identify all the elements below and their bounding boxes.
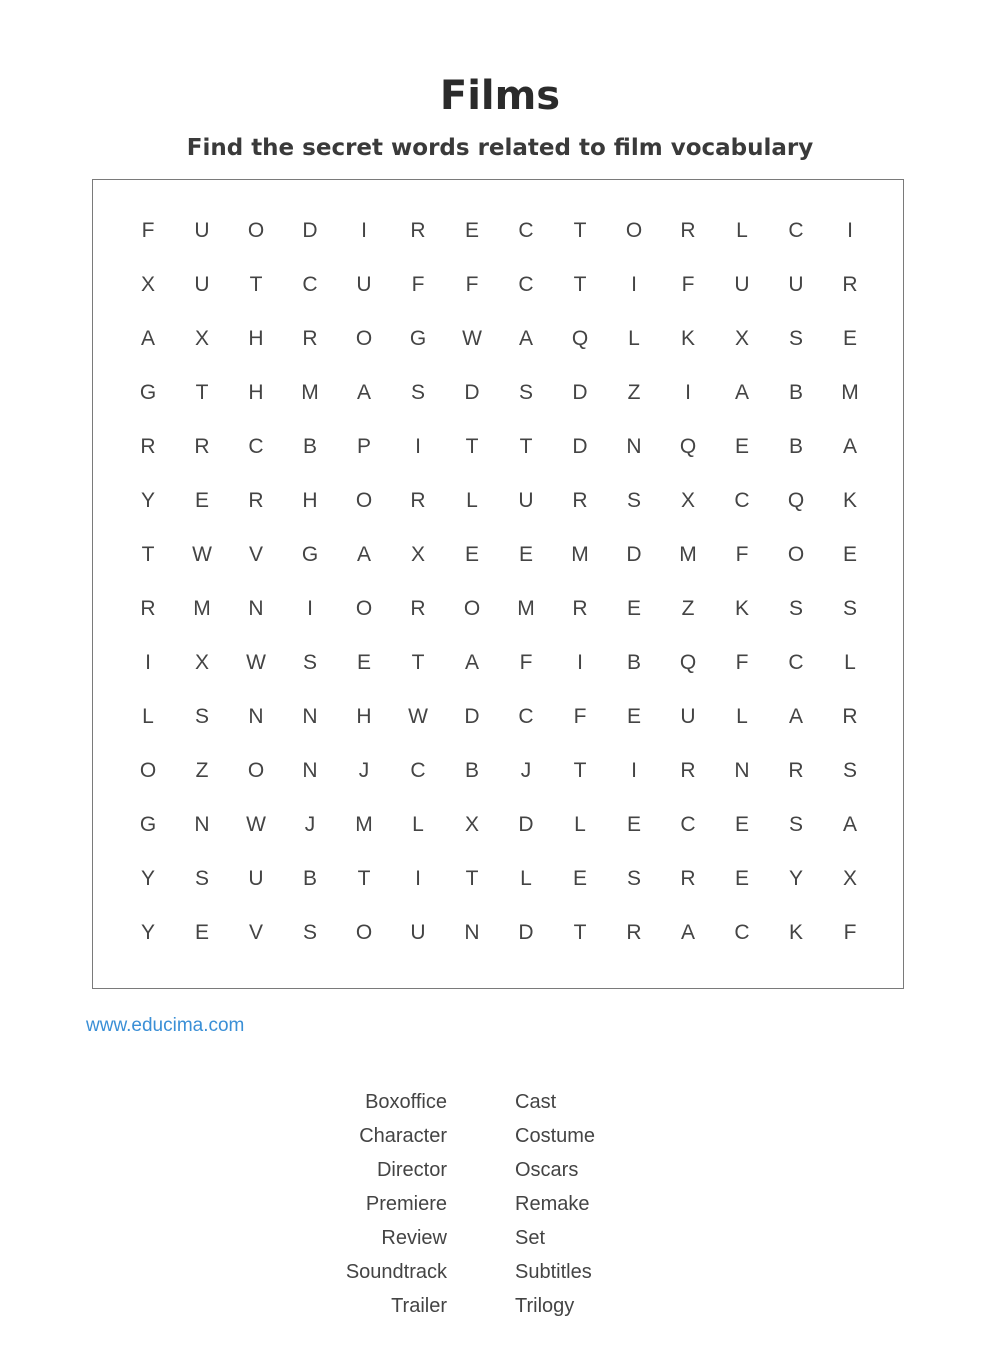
grid-letter[interactable]: S (842, 597, 857, 620)
grid-letter[interactable]: E (842, 327, 857, 350)
grid-letter[interactable]: E (734, 813, 749, 836)
letter-grid (121, 204, 877, 960)
grid-letter[interactable]: G (139, 381, 157, 404)
grid-letter[interactable]: O (139, 759, 157, 782)
grid-letter[interactable]: T (465, 867, 479, 890)
grid-letter[interactable]: I (145, 651, 151, 674)
grid-letter[interactable]: G (409, 327, 427, 350)
grid-letter[interactable]: I (631, 273, 637, 296)
grid-letter[interactable]: T (465, 435, 479, 458)
grid-letter[interactable]: N (248, 597, 264, 620)
grid-letter[interactable]: D (572, 381, 588, 404)
grid-letter[interactable]: B (788, 381, 803, 404)
grid-letter[interactable]: S (626, 867, 641, 890)
grid-letter[interactable]: E (626, 597, 641, 620)
grid-letter[interactable]: F (573, 705, 587, 728)
word-list-right-column (515, 1085, 700, 1323)
grid-letter[interactable]: J (520, 759, 532, 782)
word-list-item: Premiere (365, 1193, 447, 1215)
word-list-left-column (300, 1085, 447, 1323)
grid-letter[interactable]: I (685, 381, 691, 404)
grid-letter[interactable]: T (195, 381, 209, 404)
grid-letter[interactable]: R (410, 489, 426, 512)
grid-letter[interactable]: J (304, 813, 316, 836)
grid-letter[interactable]: Y (140, 867, 155, 890)
word-list-item: Boxoffice (365, 1091, 447, 1113)
grid-letter[interactable]: O (463, 597, 481, 620)
grid-letter[interactable]: I (415, 435, 421, 458)
word-list-item: Cast (515, 1091, 557, 1113)
grid-letter[interactable]: L (736, 219, 748, 242)
grid-letter[interactable]: U (518, 489, 534, 512)
grid-letter[interactable]: B (302, 867, 317, 890)
grid-letter[interactable]: Z (627, 381, 641, 404)
grid-letter[interactable]: D (518, 921, 534, 944)
grid-letter[interactable]: Z (681, 597, 695, 620)
grid-letter[interactable]: E (194, 921, 209, 944)
grid-letter[interactable]: N (734, 759, 750, 782)
grid-letter[interactable]: S (194, 867, 209, 890)
grid-letter[interactable]: P (356, 435, 371, 458)
grid-letter[interactable]: R (572, 489, 588, 512)
grid-letter[interactable]: S (788, 597, 803, 620)
grid-letter[interactable]: T (357, 867, 371, 890)
grid-letter[interactable]: J (358, 759, 370, 782)
grid-letter[interactable]: Q (679, 435, 697, 458)
grid-letter[interactable]: I (631, 759, 637, 782)
grid-letter[interactable]: M (517, 597, 535, 620)
grid-letter[interactable]: C (302, 273, 318, 296)
grid-letter[interactable]: T (519, 435, 533, 458)
grid-letter[interactable]: R (788, 759, 804, 782)
grid-letter[interactable]: R (626, 921, 642, 944)
grid-letter[interactable]: E (734, 867, 749, 890)
grid-letter[interactable]: F (681, 273, 695, 296)
word-list-item: Director (376, 1159, 447, 1181)
grid-letter[interactable]: E (626, 705, 641, 728)
grid-letter[interactable]: E (842, 543, 857, 566)
grid-letter[interactable]: B (302, 435, 317, 458)
grid-letter[interactable]: U (248, 867, 264, 890)
grid-letter[interactable]: G (139, 813, 157, 836)
grid-letter[interactable]: X (734, 327, 749, 350)
word-list-item: Remake (515, 1193, 590, 1215)
grid-letter[interactable]: W (192, 543, 212, 566)
grid-letter[interactable]: I (577, 651, 583, 674)
grid-letter[interactable]: A (734, 381, 749, 404)
grid-letter[interactable]: E (626, 813, 641, 836)
grid-letter[interactable]: H (302, 489, 318, 512)
grid-letter[interactable]: U (194, 273, 210, 296)
grid-letter[interactable]: U (356, 273, 372, 296)
grid-letter[interactable]: R (842, 273, 858, 296)
grid-letter[interactable]: R (248, 489, 264, 512)
grid-letter[interactable]: X (194, 651, 209, 674)
grid-letter[interactable]: F (735, 651, 749, 674)
grid-letter[interactable]: M (679, 543, 697, 566)
word-list-item: Set (515, 1227, 546, 1249)
grid-letter[interactable]: A (842, 435, 857, 458)
grid-letter[interactable]: L (466, 489, 478, 512)
grid-letter[interactable]: D (302, 219, 318, 242)
grid-letter[interactable]: D (464, 381, 480, 404)
grid-letter[interactable]: L (628, 327, 640, 350)
grid-letter[interactable]: N (626, 435, 642, 458)
word-list-item: Costume (515, 1125, 596, 1147)
grid-letter[interactable]: C (518, 705, 534, 728)
grid-letter[interactable]: S (410, 381, 425, 404)
grid-letter[interactable]: S (842, 759, 857, 782)
grid-letter[interactable]: B (788, 435, 803, 458)
grid-letter[interactable]: C (680, 813, 696, 836)
grid-letter[interactable]: L (844, 651, 856, 674)
grid-letter[interactable]: S (788, 813, 803, 836)
grid-letter[interactable]: R (680, 759, 696, 782)
grid-letter[interactable]: X (194, 327, 209, 350)
grid-letter[interactable]: D (572, 435, 588, 458)
grid-letter[interactable]: S (302, 921, 317, 944)
grid-letter[interactable]: R (410, 219, 426, 242)
grid-letter[interactable]: E (464, 219, 479, 242)
grid-letter[interactable]: K (842, 489, 857, 512)
grid-letter[interactable]: L (520, 867, 532, 890)
grid-letter[interactable]: Q (679, 651, 697, 674)
grid-letter[interactable]: X (140, 273, 155, 296)
grid-letter[interactable]: M (193, 597, 211, 620)
grid-letter[interactable]: K (680, 327, 695, 350)
grid-letter[interactable]: X (410, 543, 425, 566)
page-subtitle: Find the secret words related to film vocabulary (186, 135, 814, 161)
grid-letter[interactable]: D (464, 705, 480, 728)
grid-letter[interactable]: N (302, 759, 318, 782)
grid-letter[interactable]: F (141, 219, 155, 242)
grid-letter[interactable]: Q (571, 327, 589, 350)
word-list-item: Trailer (391, 1295, 447, 1317)
grid-letter[interactable]: O (247, 759, 265, 782)
grid-letter[interactable]: F (843, 921, 857, 944)
grid-letter[interactable]: A (356, 543, 371, 566)
grid-letter[interactable]: M (355, 813, 373, 836)
grid-letter[interactable]: L (142, 705, 154, 728)
page-title: Films (439, 73, 561, 119)
grid-letter[interactable]: S (302, 651, 317, 674)
grid-letter[interactable]: S (518, 381, 533, 404)
grid-letter[interactable]: I (307, 597, 313, 620)
grid-letter[interactable]: A (788, 705, 803, 728)
word-list-item: Character (359, 1125, 447, 1147)
grid-letter[interactable]: C (410, 759, 426, 782)
grid-letter[interactable]: E (734, 435, 749, 458)
grid-letter[interactable]: L (574, 813, 586, 836)
grid-letter[interactable]: O (787, 543, 805, 566)
grid-letter[interactable]: R (680, 867, 696, 890)
grid-letter[interactable]: O (247, 219, 265, 242)
grid-letter[interactable]: U (788, 273, 804, 296)
grid-letter[interactable]: W (408, 705, 428, 728)
grid-letter[interactable]: I (361, 219, 367, 242)
grid-letter[interactable]: T (573, 273, 587, 296)
grid-letter[interactable]: A (680, 921, 695, 944)
grid-letter[interactable]: A (842, 813, 857, 836)
grid-letter[interactable]: V (248, 543, 263, 566)
grid-letter[interactable]: A (464, 651, 479, 674)
grid-letter[interactable]: Q (787, 489, 805, 512)
grid-letter[interactable]: O (355, 489, 373, 512)
grid-letter[interactable]: E (572, 867, 587, 890)
grid-letter[interactable]: X (464, 813, 479, 836)
website-link[interactable]: www.educima.com (86, 1015, 245, 1036)
grid-letter[interactable]: I (415, 867, 421, 890)
word-list-item: Subtitles (515, 1261, 592, 1283)
grid-letter[interactable]: E (464, 543, 479, 566)
grid-letter[interactable]: U (194, 219, 210, 242)
grid-letter[interactable]: D (518, 813, 534, 836)
grid-letter[interactable]: E (518, 543, 533, 566)
grid-letter[interactable]: O (355, 597, 373, 620)
grid-letter[interactable]: R (572, 597, 588, 620)
grid-letter[interactable]: G (301, 543, 319, 566)
grid-letter[interactable]: C (788, 219, 804, 242)
grid-letter[interactable]: H (356, 705, 372, 728)
grid-letter[interactable]: R (302, 327, 318, 350)
grid-letter[interactable]: O (355, 327, 373, 350)
grid-letter[interactable]: F (735, 543, 749, 566)
grid-letter[interactable]: R (140, 435, 156, 458)
grid-letter[interactable]: I (847, 219, 853, 242)
grid-letter[interactable]: T (573, 759, 587, 782)
grid-letter[interactable]: O (355, 921, 373, 944)
word-list-item: Oscars (515, 1159, 579, 1181)
grid-letter[interactable]: N (464, 921, 480, 944)
grid-letter[interactable]: T (411, 651, 425, 674)
grid-letter[interactable]: L (736, 705, 748, 728)
grid-letter[interactable]: C (518, 219, 534, 242)
grid-letter[interactable]: S (626, 489, 641, 512)
grid-letter[interactable]: F (519, 651, 533, 674)
grid-letter[interactable]: F (465, 273, 479, 296)
grid-letter[interactable]: M (841, 381, 859, 404)
grid-letter[interactable]: C (518, 273, 534, 296)
grid-letter[interactable]: Y (140, 489, 155, 512)
grid-letter[interactable]: R (680, 219, 696, 242)
grid-letter[interactable]: A (140, 327, 155, 350)
grid-letter[interactable]: Y (140, 921, 155, 944)
grid-letter[interactable]: T (573, 921, 587, 944)
grid-letter[interactable]: K (788, 921, 803, 944)
word-list-item: Trilogy (515, 1295, 575, 1317)
grid-letter[interactable]: S (788, 327, 803, 350)
grid-letter[interactable]: M (571, 543, 589, 566)
word-list-item: Review (381, 1227, 447, 1249)
grid-letter[interactable]: A (356, 381, 371, 404)
grid-letter[interactable]: R (140, 597, 156, 620)
grid-letter[interactable]: O (625, 219, 643, 242)
grid-letter[interactable]: R (410, 597, 426, 620)
grid-letter[interactable]: L (412, 813, 424, 836)
grid-letter[interactable]: N (248, 705, 264, 728)
grid-letter[interactable]: E (356, 651, 371, 674)
grid-letter[interactable]: H (248, 381, 264, 404)
grid-letter[interactable]: F (411, 273, 425, 296)
grid-letter[interactable]: B (464, 759, 479, 782)
grid-letter[interactable]: V (248, 921, 263, 944)
grid-letter[interactable]: W (246, 651, 266, 674)
grid-letter[interactable]: D (626, 543, 642, 566)
grid-letter[interactable]: W (462, 327, 482, 350)
grid-letter[interactable]: B (626, 651, 641, 674)
grid-letter[interactable]: S (194, 705, 209, 728)
word-list-item: Soundtrack (345, 1261, 447, 1283)
grid-letter[interactable]: H (248, 327, 264, 350)
grid-letter[interactable]: R (194, 435, 210, 458)
grid-letter[interactable]: C (788, 651, 804, 674)
grid-letter[interactable]: X (842, 867, 857, 890)
grid-letter[interactable]: Y (788, 867, 803, 890)
grid-letter[interactable]: W (246, 813, 266, 836)
grid-letter[interactable]: U (410, 921, 426, 944)
grid-letter[interactable]: C (734, 489, 750, 512)
grid-letter[interactable]: N (302, 705, 318, 728)
grid-letter[interactable]: C (734, 921, 750, 944)
grid-letter[interactable]: C (248, 435, 264, 458)
grid-letter[interactable]: E (194, 489, 209, 512)
grid-letter[interactable]: K (734, 597, 749, 620)
grid-letter[interactable]: R (842, 705, 858, 728)
grid-letter[interactable]: Z (195, 759, 209, 782)
grid-letter[interactable]: T (249, 273, 263, 296)
grid-letter[interactable]: T (141, 543, 155, 566)
grid-letter[interactable]: U (680, 705, 696, 728)
grid-letter[interactable]: T (573, 219, 587, 242)
grid-letter[interactable]: M (301, 381, 319, 404)
grid-letter[interactable]: N (194, 813, 210, 836)
grid-letter[interactable]: A (518, 327, 533, 350)
grid-letter[interactable]: X (680, 489, 695, 512)
grid-letter[interactable]: U (734, 273, 750, 296)
